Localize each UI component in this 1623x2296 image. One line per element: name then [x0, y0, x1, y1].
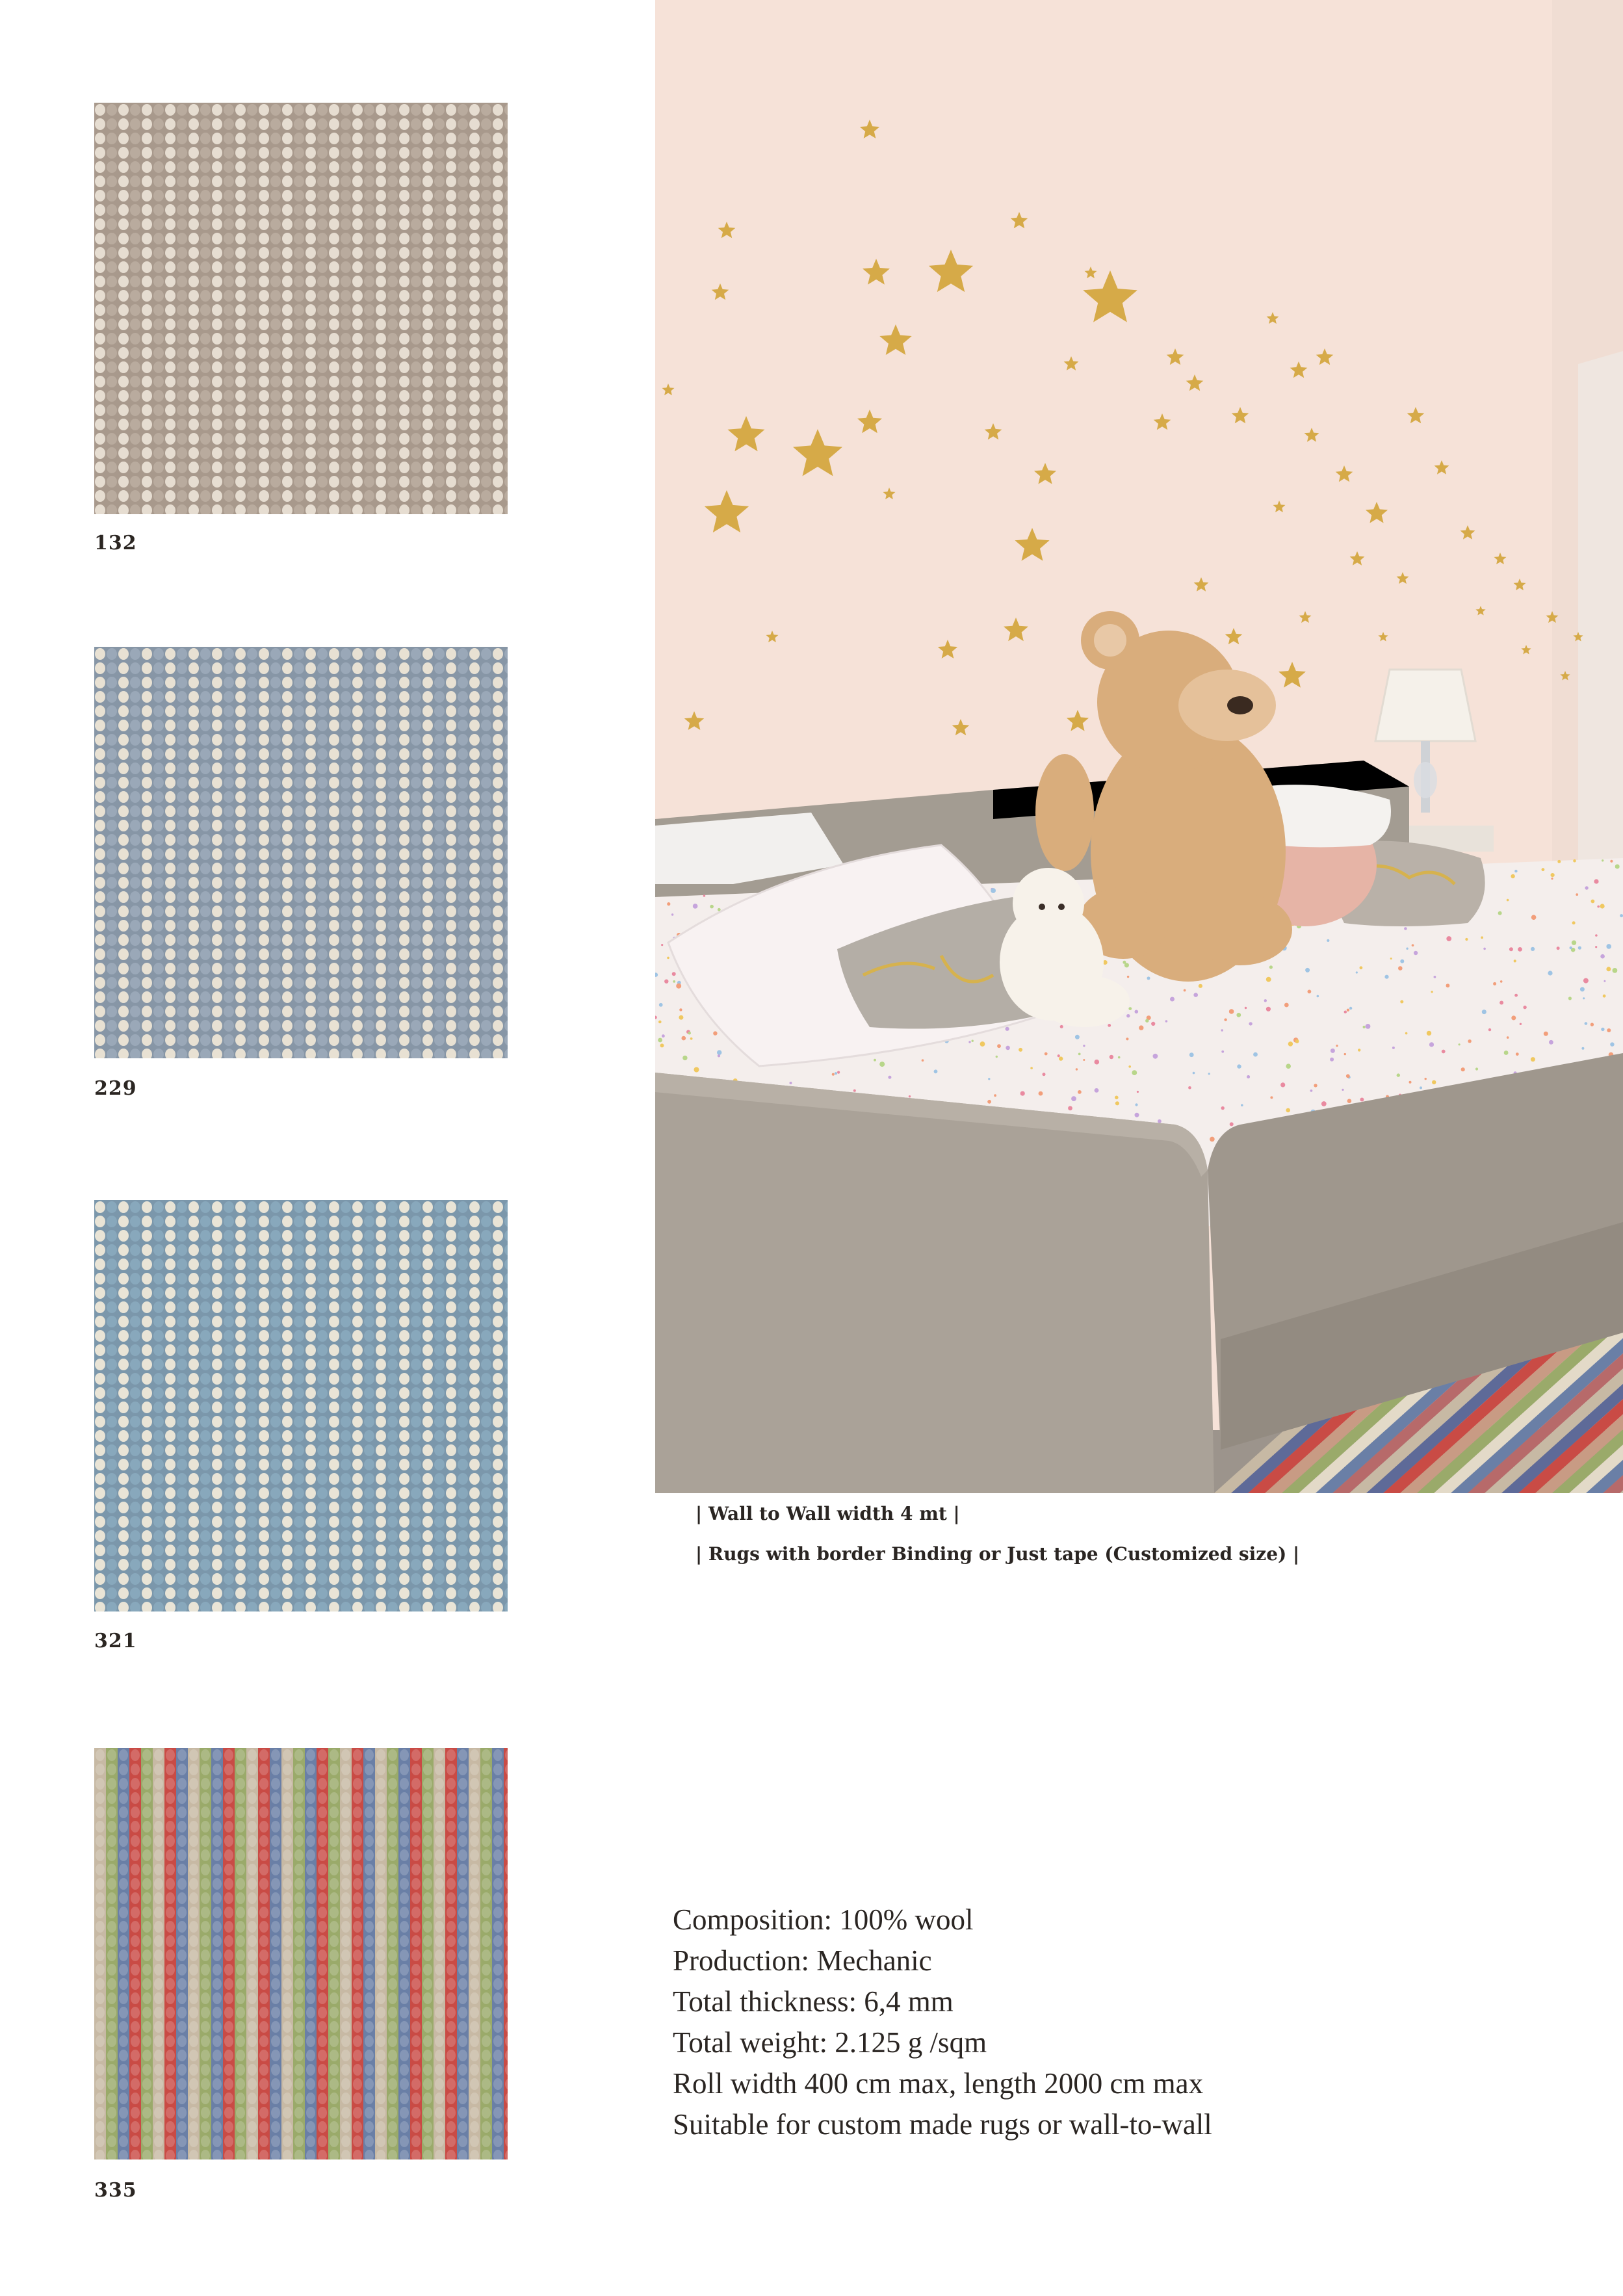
swatch-code-229: 229 — [94, 1077, 137, 1100]
spec-production: Production: Mechanic — [673, 1944, 932, 1977]
swatch-code-335: 335 — [94, 2179, 137, 2202]
swatch-132[interactable] — [94, 103, 508, 514]
spec-weight: Total weight: 2.125 g /sqm — [673, 2026, 987, 2059]
swatch-321[interactable] — [94, 1200, 508, 1611]
spec-usage: Suitable for custom made rugs or wall-to-wall — [673, 2108, 1212, 2141]
spec-composition: Composition: 100% wool — [673, 1903, 974, 1936]
caption-wall-to-wall: | Wall to Wall width 4 mt | — [695, 1503, 960, 1524]
specifications — [673, 1899, 1212, 2145]
swatch-code-321: 321 — [94, 1630, 137, 1652]
bedroom-photo — [655, 0, 1623, 1493]
caption-rugs: | Rugs with border Binding or Just tape (Customized size) | — [695, 1543, 1300, 1565]
swatch-code-132: 132 — [94, 532, 137, 554]
swatch-229[interactable] — [94, 647, 508, 1058]
spec-roll-width: Roll width 400 cm max, length 2000 cm max — [673, 2067, 1204, 2100]
spec-thickness: Total thickness: 6,4 mm — [673, 1985, 954, 2018]
swatch-335[interactable] — [94, 1748, 508, 2159]
